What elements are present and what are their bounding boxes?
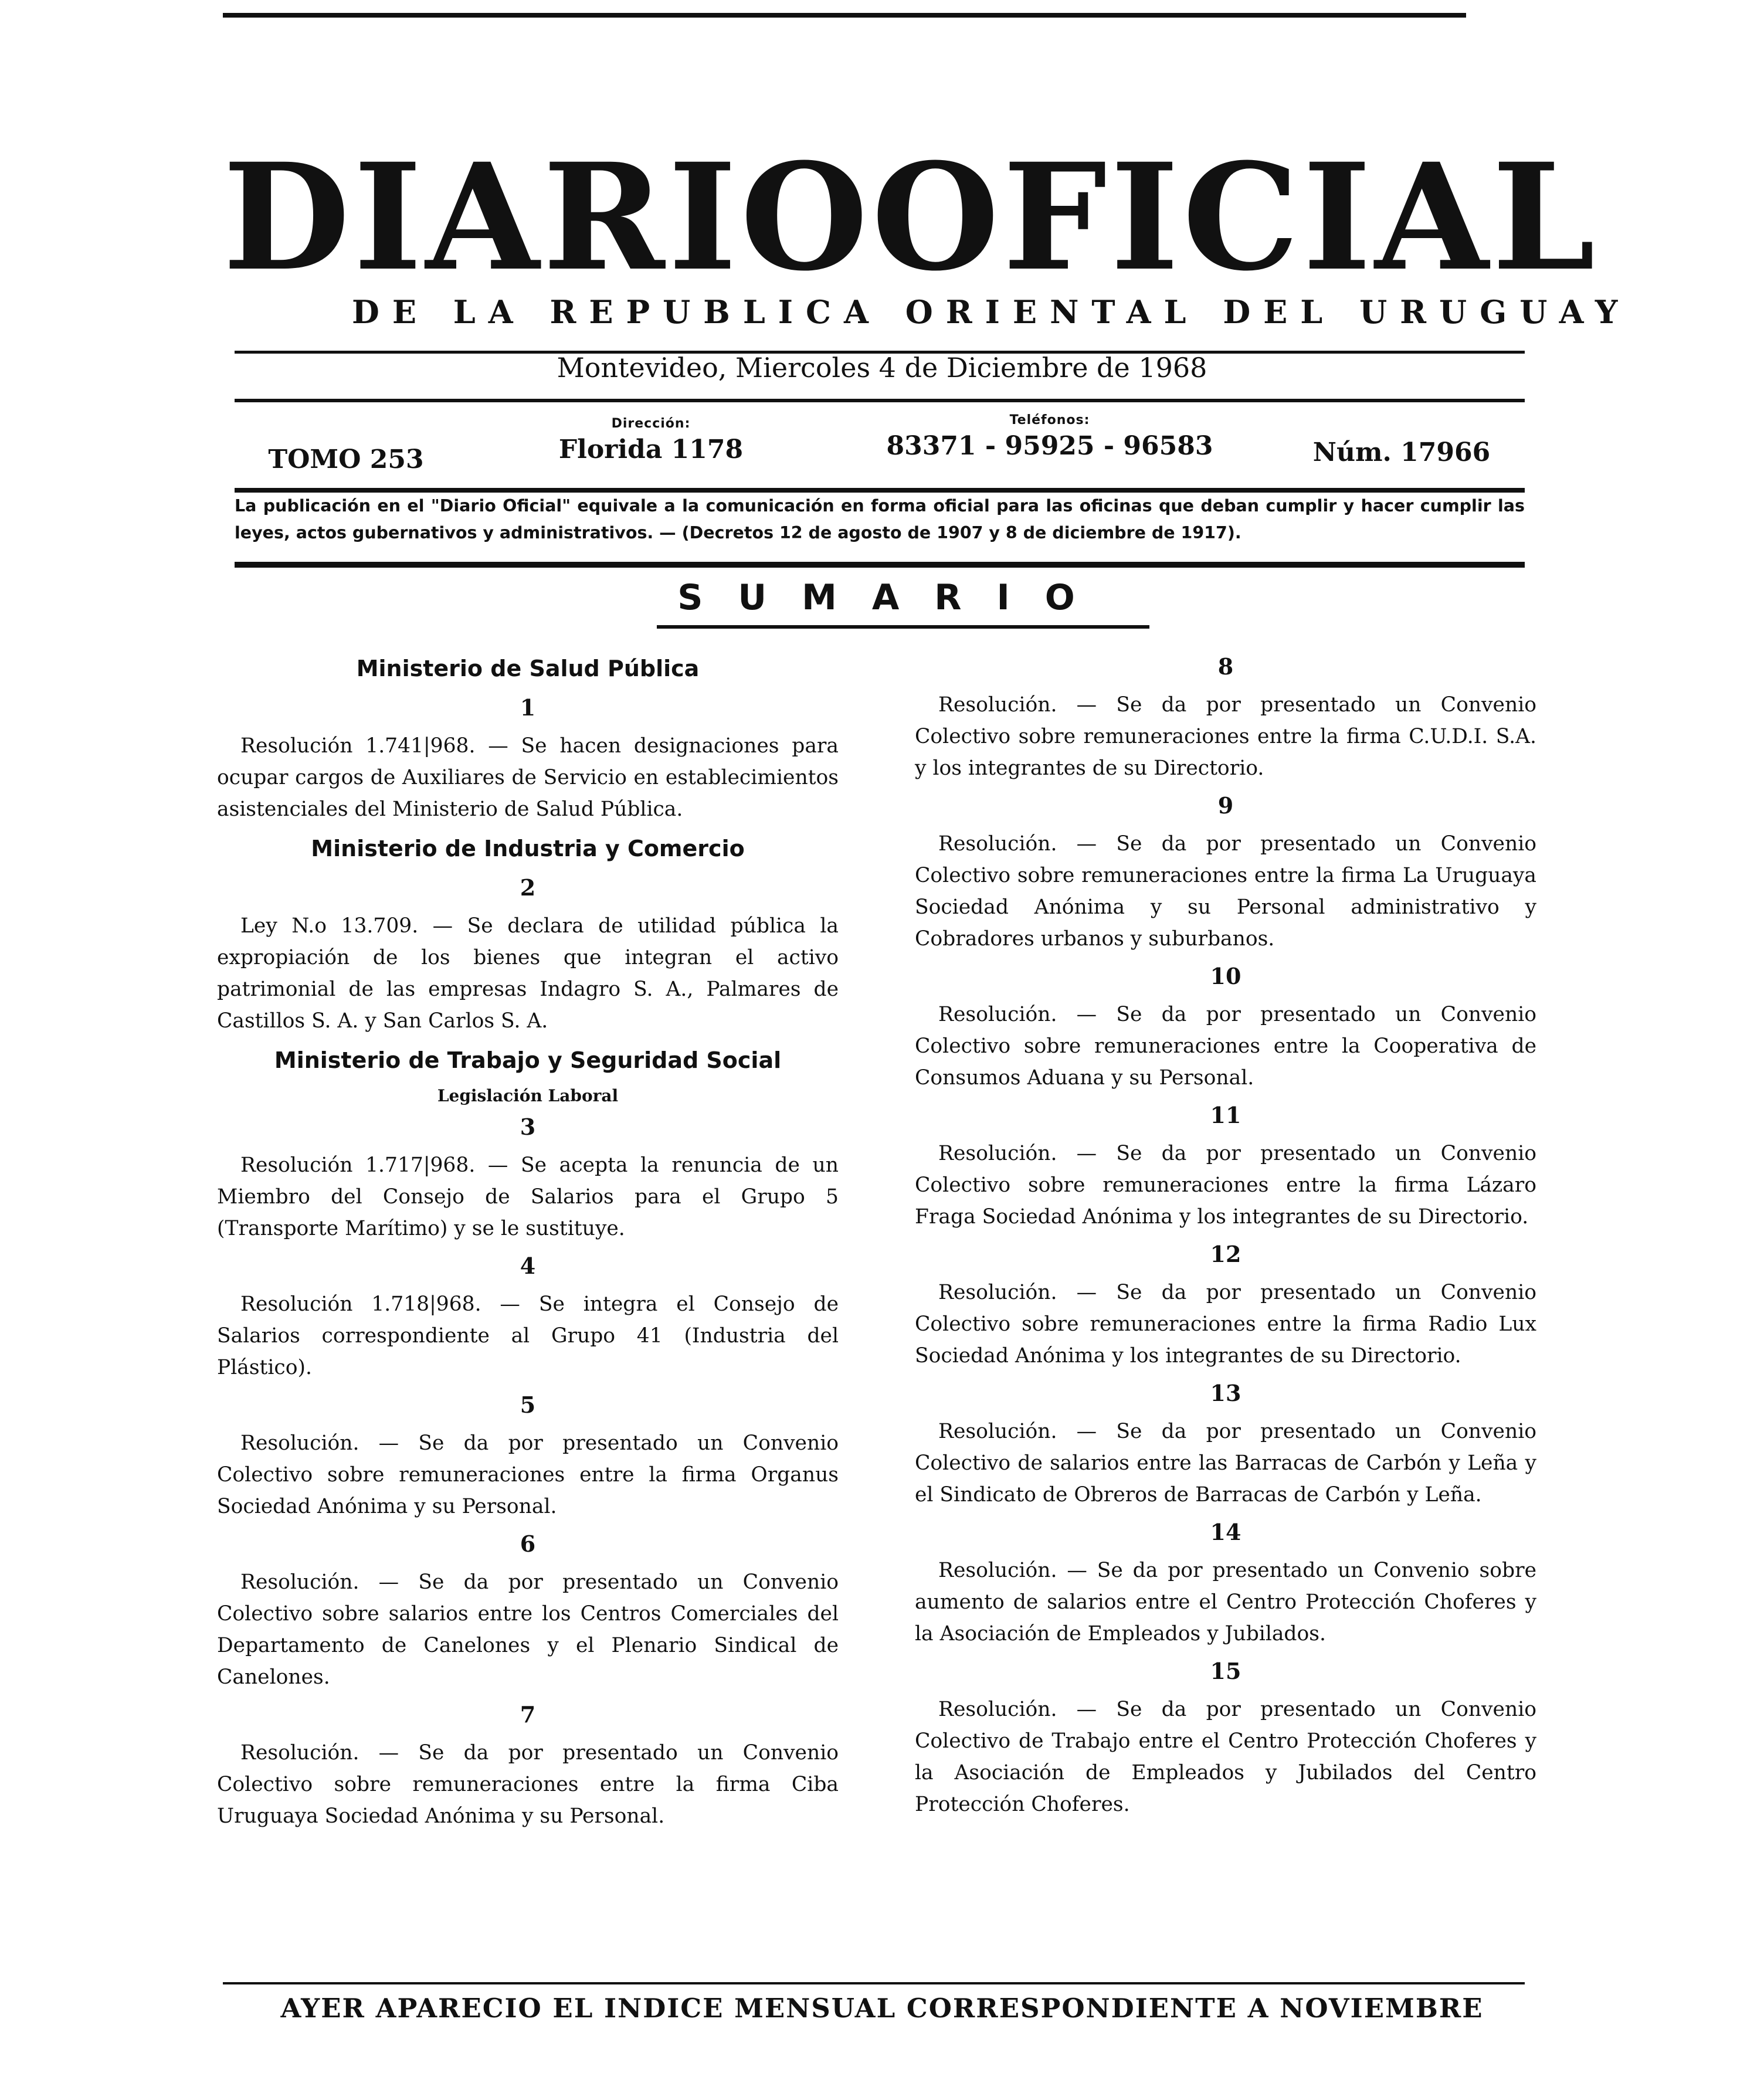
item-number: 13 <box>1210 1380 1241 1406</box>
ministry-heading: Ministerio de Industria y Comercio <box>311 836 745 861</box>
numero-value: Núm. 17966 <box>1312 437 1491 467</box>
dateline: Montevideo, Miercoles 4 de Diciembre de 1968 <box>557 352 1207 384</box>
rule-below-notice <box>235 562 1525 568</box>
item-number: 9 <box>1217 792 1234 819</box>
summary-entry: Resolución. — Se da por presentado un Convenio Colectivo de salarios entre las Barracas de Carbón y Leña y el Sindicato de Obreros de Barracas de Carbón y Leña. <box>915 1420 1536 1507</box>
item-number: 11 <box>1210 1102 1241 1128</box>
summary-entry: Resolución 1.741|968. — Se hacen designaciones para ocupar cargos de Auxiliares de Servicio en establecimientos asistenciales del Ministerio de Salud Pública. <box>217 734 839 821</box>
item-number: 4 <box>520 1253 536 1279</box>
summary-entry: Resolución. — Se da por presentado un Convenio sobre aumento de salarios entre el Centro Protección Choferes y la Asociación de Empleados y Jubilados. <box>915 1559 1536 1646</box>
masthead-title-right: OFICIAL <box>871 131 1599 303</box>
summary-entry: Resolución 1.718|968. — Se integra el Consejo de Salarios correspondiente al Grupo 41 (Industria del Plástico). <box>217 1292 839 1379</box>
sumario-title: SUMARIO <box>677 577 1110 618</box>
legal-notice: La publicación en el "Diario Oficial" equivale a la comunicación en forma oficial para las oficinas que deban cumplir y hacer cumplir las leyes, actos gubernativos y administrativos. — (Decretos 12 de agosto de 1907 y 8 de diciembre de 1917). <box>235 496 1525 542</box>
summary-entry: Resolución. — Se da por presentado un Convenio Colectivo sobre remuneraciones entre la firma Organus Sociedad Anónima y su Personal. <box>217 1431 839 1518</box>
ministry-heading: Ministerio de Trabajo y Seguridad Social <box>274 1047 782 1073</box>
telefonos-value: 83371 - 95925 - 96583 <box>886 431 1213 461</box>
section-subheading: Legislación Laboral <box>437 1086 619 1105</box>
summary-entry: Resolución. — Se da por presentado un Convenio Colectivo sobre remuneraciones entre la firma Radio Lux Sociedad Anónima y los integrantes de su Directorio. <box>915 1281 1536 1368</box>
left-column <box>217 645 839 1837</box>
ministry-heading: Ministerio de Salud Pública <box>356 656 700 681</box>
rule-above-info <box>235 399 1525 402</box>
summary-entry: Resolución. — Se da por presentado un Convenio Colectivo sobre remuneraciones entre la Cooperativa de Consumos Aduana y su Personal. <box>915 1003 1536 1090</box>
direccion-value: Florida 1178 <box>558 435 744 464</box>
summary-entry: Resolución. — Se da por presentado un Convenio Colectivo de Trabajo entre el Centro Protección Choferes y la Asociación de Empleados y Jubilados del Centro Protección Choferes. <box>915 1698 1536 1816</box>
telefonos-label: Teléfonos: <box>1009 413 1090 428</box>
footer-notice: AYER APARECIO EL INDICE MENSUAL CORRESPONDIENTE A NOVIEMBRE <box>280 1993 1484 2024</box>
item-number: 12 <box>1210 1241 1241 1267</box>
masthead-title-left: DIARIO <box>223 131 872 303</box>
summary-entry: Resolución. — Se da por presentado un Convenio Colectivo sobre remuneraciones entre la firma C.U.D.I. S.A. y los integrantes de su Directorio. <box>915 693 1536 780</box>
summary-entry: Resolución. — Se da por presentado un Convenio Colectivo sobre salarios entre los Centros Comerciales del Departamento de Canelones y el Plenario Sindical de Canelones. <box>217 1570 839 1689</box>
summary-entry: Resolución 1.717|968. — Se acepta la renuncia de un Miembro del Consejo de Salarios para el Grupo 5 (Transporte Marítimo) y se le sustituye. <box>217 1154 839 1240</box>
summary-entry: Resolución. — Se da por presentado un Convenio Colectivo sobre remuneraciones entre la firma La Uruguaya Sociedad Anónima y su Personal administrativo y Cobradores urbanos y suburbanos. <box>915 832 1536 951</box>
item-number: 1 <box>520 694 536 721</box>
right-column <box>915 645 1536 1825</box>
summary-entry: Ley N.o 13.709. — Se declara de utilidad pública la expropiación de los bienes que integran el activo patrimonial de las empresas Indagro S. A., Palmares de Castillos S. A. y San Carlos S. A. <box>217 914 839 1033</box>
item-number: 10 <box>1210 963 1241 989</box>
masthead-subtitle: DE LA REPUBLICA ORIENTAL DEL URUGUAY <box>352 293 1631 331</box>
sumario-underline <box>657 625 1149 629</box>
item-number: 7 <box>520 1701 536 1728</box>
direccion <box>504 416 798 464</box>
tomo <box>235 441 457 474</box>
item-number: 15 <box>1210 1658 1241 1684</box>
item-number: 6 <box>520 1531 536 1557</box>
item-number: 8 <box>1217 653 1234 680</box>
summary-entry: Resolución. — Se da por presentado un Convenio Colectivo sobre remuneraciones entre la firma Lázaro Fraga Sociedad Anónima y los integrantes de su Directorio. <box>915 1142 1536 1229</box>
summary-entry: Resolución. — Se da por presentado un Convenio Colectivo sobre remuneraciones entre la firma Ciba Uruguaya Sociedad Anónima y su Personal. <box>217 1741 839 1828</box>
rule-above-footer <box>223 1982 1525 1984</box>
rule-above-notice <box>235 488 1525 493</box>
tomo-value: TOMO 253 <box>268 445 424 474</box>
masthead <box>223 131 1599 303</box>
item-number: 5 <box>520 1392 536 1418</box>
info-row <box>235 410 1525 487</box>
top-rule <box>223 13 1466 18</box>
telefonos <box>868 413 1232 461</box>
item-number: 14 <box>1210 1519 1241 1545</box>
numero <box>1278 434 1525 467</box>
item-number: 2 <box>520 874 536 901</box>
direccion-label: Dirección: <box>611 416 691 431</box>
item-number: 3 <box>520 1114 536 1140</box>
